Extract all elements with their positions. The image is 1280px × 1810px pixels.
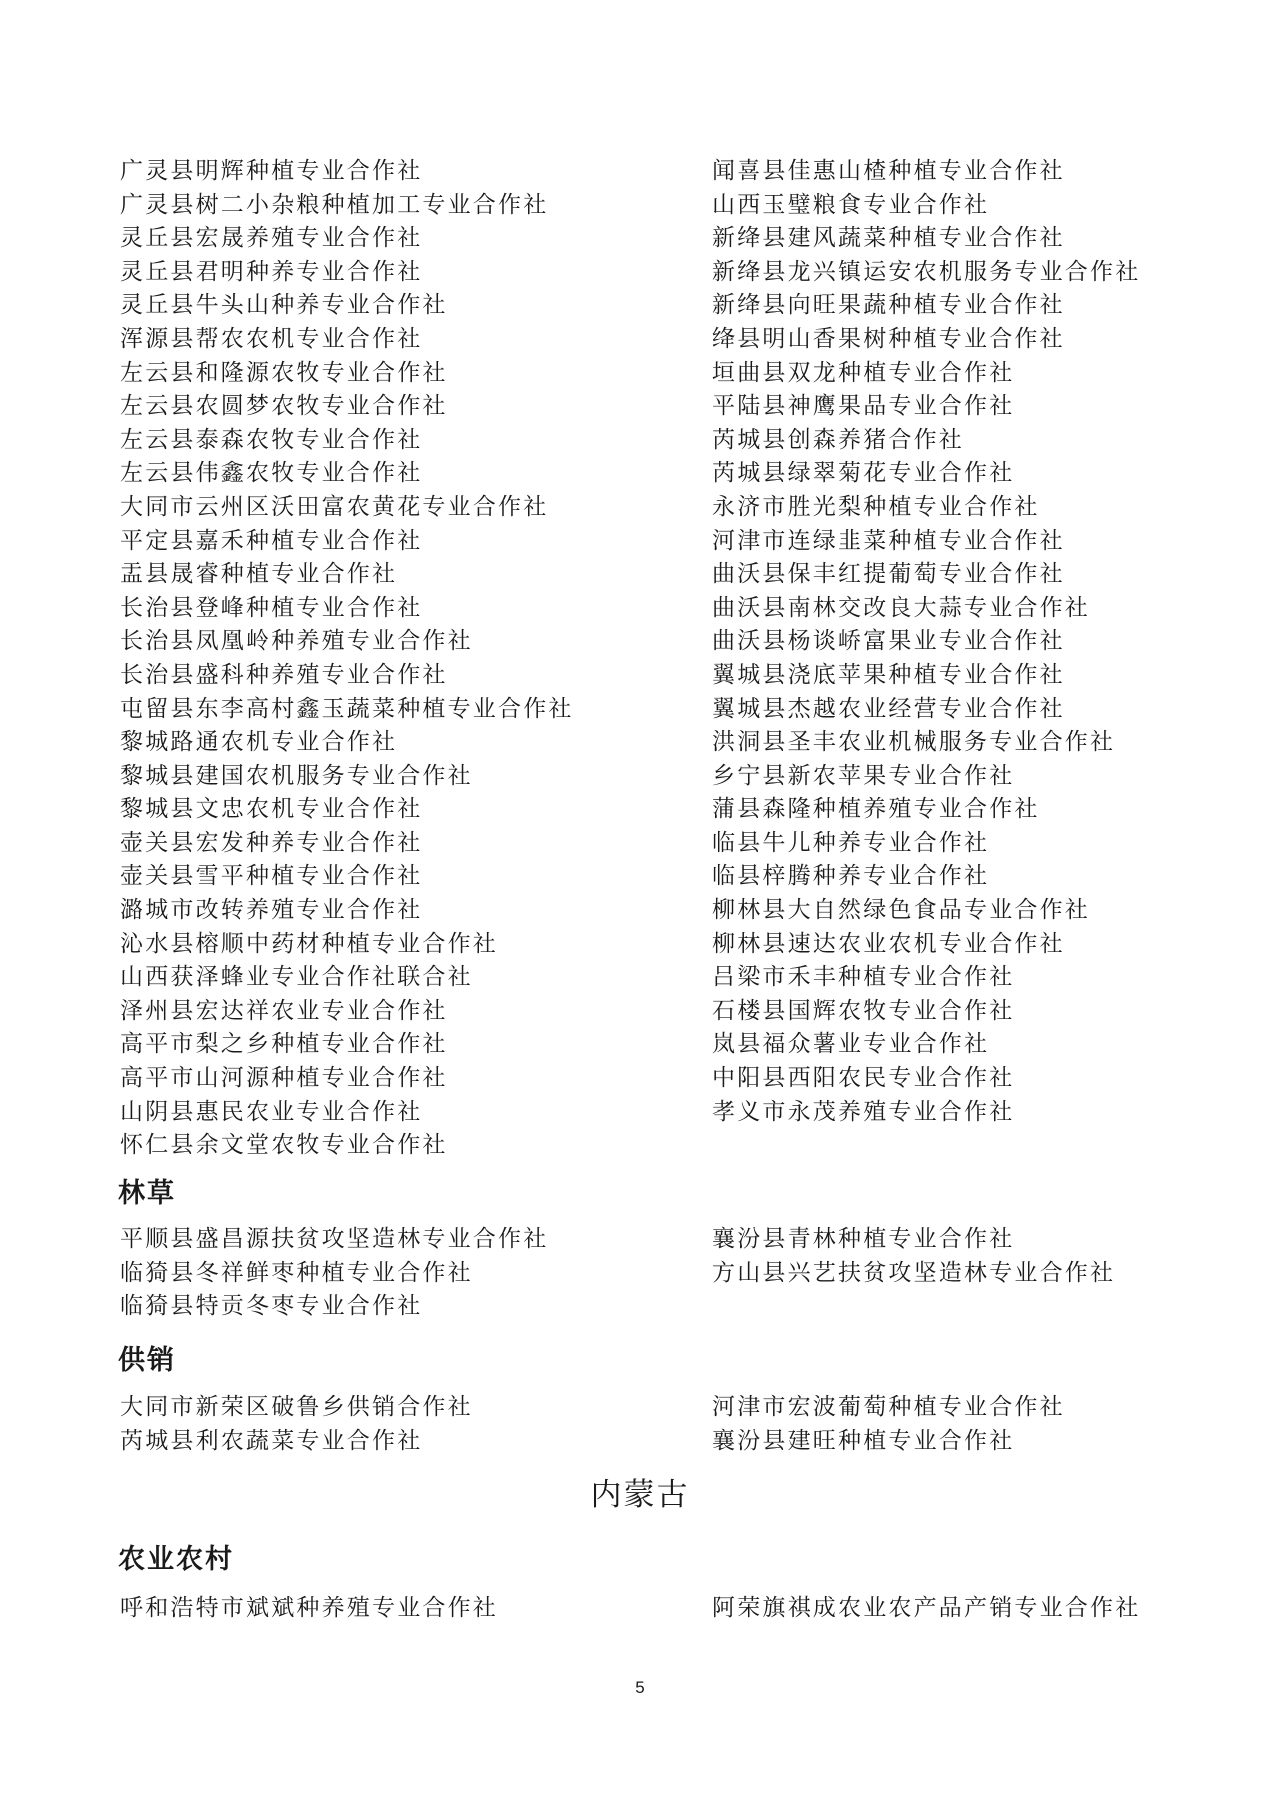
cooperative-name: 广灵县树二小杂粮种植加工专业合作社	[120, 191, 549, 218]
cooperative-name: 高平市梨之乡种植专业合作社	[120, 1031, 448, 1058]
cooperative-name: 芮城县创森养猪合作社	[712, 426, 964, 453]
list-row	[120, 860, 1180, 894]
list-row	[120, 625, 1180, 659]
list-row	[120, 1096, 1180, 1130]
cooperative-name: 阿荣旗祺成农业农产品产销专业合作社	[712, 1595, 1141, 1621]
cooperative-name: 芮城县利农蔬菜专业合作社	[120, 1427, 423, 1454]
list-row	[120, 457, 1180, 491]
list-row	[120, 995, 1180, 1029]
cooperative-name: 石楼县国辉农牧专业合作社	[712, 997, 1015, 1024]
cooperative-name: 闻喜县佳惠山楂种植专业合作社	[712, 158, 1065, 184]
cooperative-name: 左云县伟鑫农牧专业合作社	[120, 460, 423, 487]
cooperative-name: 黎城县建国农机服务专业合作社	[120, 762, 473, 789]
cooperative-name: 翼城县杰越农业经营专业合作社	[712, 695, 1065, 722]
cooperative-name: 大同市新荣区破鲁乡供销合作社	[120, 1394, 473, 1420]
list-row	[120, 928, 1180, 962]
cooperative-name: 平陆县神鹰果品专业合作社	[712, 393, 1015, 420]
list-row	[120, 222, 1180, 256]
cooperative-name: 长治县登峰种植专业合作社	[120, 594, 423, 621]
cooperative-name: 临猗县特贡冬枣专业合作社	[120, 1293, 423, 1320]
cooperative-name: 蒲县森隆种植养殖专业合作社	[712, 796, 1040, 823]
list-row	[120, 289, 1180, 323]
cooperative-name: 泽州县宏达祥农业专业合作社	[120, 997, 448, 1024]
list-row	[120, 726, 1180, 760]
list-row	[120, 155, 1180, 189]
cooperative-name: 临县梓腾种养专业合作社	[712, 863, 990, 890]
list-row	[120, 1028, 1180, 1062]
cooperative-name: 广灵县明辉种植专业合作社	[120, 158, 423, 184]
region-title: 内蒙古	[590, 1477, 690, 1513]
cooperative-name: 山西玉璧粮食专业合作社	[712, 191, 990, 218]
list-row	[120, 1062, 1180, 1096]
cooperative-name: 襄汾县建旺种植专业合作社	[712, 1427, 1015, 1454]
cooperative-list-forestry	[120, 1223, 1180, 1324]
cooperative-name: 河津市宏波葡萄种植专业合作社	[712, 1394, 1065, 1420]
list-row	[120, 491, 1180, 525]
list-row	[120, 525, 1180, 559]
list-row	[120, 693, 1180, 727]
cooperative-name: 新绛县向旺果蔬种植专业合作社	[712, 292, 1065, 319]
cooperative-name: 屯留县东李高村鑫玉蔬菜种植专业合作社	[120, 695, 574, 722]
cooperative-name: 长治县盛科种养殖专业合作社	[120, 661, 448, 688]
cooperative-name: 黎城县文忠农机专业合作社	[120, 796, 423, 823]
cooperative-name: 潞城市改转养殖专业合作社	[120, 897, 423, 924]
cooperative-name: 盂县晟睿种植专业合作社	[120, 561, 398, 588]
cooperative-name: 孝义市永茂养殖专业合作社	[712, 1098, 1015, 1125]
cooperative-name: 襄汾县青林种植专业合作社	[712, 1226, 1015, 1252]
cooperative-name: 临猗县冬祥鲜枣种植专业合作社	[120, 1259, 473, 1286]
cooperative-name: 山西获泽蜂业专业合作社联合社	[120, 964, 473, 991]
cooperative-name: 呼和浩特市斌斌种养殖专业合作社	[120, 1595, 498, 1621]
cooperative-name: 大同市云州区沃田富农黄花专业合作社	[120, 493, 549, 520]
cooperative-name: 临县牛儿种养专业合作社	[712, 829, 990, 856]
cooperative-list-agriculture	[120, 155, 1180, 1163]
cooperative-name: 长治县凤凰岭种养殖专业合作社	[120, 628, 473, 655]
cooperative-name	[712, 1290, 1180, 1324]
cooperative-name: 壶关县雪平种植专业合作社	[120, 863, 423, 890]
cooperative-name: 永济市胜光梨种植专业合作社	[712, 493, 1040, 520]
list-row	[120, 1425, 1180, 1459]
list-row	[120, 1290, 1180, 1324]
cooperative-name: 曲沃县杨谈峤富果业专业合作社	[712, 628, 1065, 655]
cooperative-name	[712, 1129, 1180, 1163]
cooperative-name: 翼城县浇底苹果种植专业合作社	[712, 661, 1065, 688]
list-row	[120, 357, 1180, 391]
cooperative-name: 左云县农圆梦农牧专业合作社	[120, 393, 448, 420]
cooperative-name: 吕梁市禾丰种植专业合作社	[712, 964, 1015, 991]
list-row	[120, 323, 1180, 357]
cooperative-name: 平定县嘉禾种植专业合作社	[120, 527, 423, 554]
cooperative-name: 浑源县帮农农机专业合作社	[120, 325, 423, 352]
cooperative-name: 柳林县速达农业农机专业合作社	[712, 930, 1065, 957]
cooperative-name: 芮城县绿翠菊花专业合作社	[712, 460, 1015, 487]
list-row	[120, 189, 1180, 223]
cooperative-name: 绛县明山香果树种植专业合作社	[712, 325, 1065, 352]
cooperative-name: 中阳县西阳农民专业合作社	[712, 1065, 1015, 1092]
list-row	[120, 827, 1180, 861]
cooperative-name: 左云县和隆源农牧专业合作社	[120, 359, 448, 386]
list-row	[120, 1592, 1180, 1626]
list-row	[120, 1129, 1180, 1163]
cooperative-name: 灵丘县宏晟养殖专业合作社	[120, 225, 423, 252]
cooperative-list-agriculture-rural	[120, 1592, 1180, 1626]
list-row	[120, 1223, 1180, 1257]
cooperative-list-supply-marketing	[120, 1391, 1180, 1458]
cooperative-name: 平顺县盛昌源扶贫攻坚造林专业合作社	[120, 1226, 549, 1252]
list-row	[120, 1391, 1180, 1425]
cooperative-name: 沁水县榕顺中药材种植专业合作社	[120, 930, 498, 957]
section-title-agriculture-rural: 农业农村	[118, 1544, 234, 1575]
list-row	[120, 1257, 1180, 1291]
cooperative-name: 左云县泰森农牧专业合作社	[120, 426, 423, 453]
cooperative-name: 柳林县大自然绿色食品专业合作社	[712, 897, 1090, 924]
cooperative-name: 垣曲县双龙种植专业合作社	[712, 359, 1015, 386]
page-number: 5	[635, 1678, 645, 1697]
cooperative-name: 灵丘县君明种养专业合作社	[120, 258, 423, 285]
cooperative-name: 山阴县惠民农业专业合作社	[120, 1098, 423, 1125]
list-row	[120, 256, 1180, 290]
list-row	[120, 961, 1180, 995]
cooperative-name: 新绛县建风蔬菜种植专业合作社	[712, 225, 1065, 252]
cooperative-name: 灵丘县牛头山种养专业合作社	[120, 292, 448, 319]
list-row	[120, 760, 1180, 794]
cooperative-name: 洪洞县圣丰农业机械服务专业合作社	[712, 729, 1116, 756]
cooperative-name: 乡宁县新农苹果专业合作社	[712, 762, 1015, 789]
cooperative-name: 河津市连绿韭菜种植专业合作社	[712, 527, 1065, 554]
cooperative-name: 方山县兴艺扶贫攻坚造林专业合作社	[712, 1259, 1116, 1286]
cooperative-name: 新绛县龙兴镇运安农机服务专业合作社	[712, 258, 1141, 285]
list-row	[120, 793, 1180, 827]
cooperative-name: 怀仁县余文堂农牧专业合作社	[120, 1132, 448, 1159]
cooperative-name: 黎城路通农机专业合作社	[120, 729, 398, 756]
list-row	[120, 592, 1180, 626]
list-row	[120, 894, 1180, 928]
cooperative-name: 壶关县宏发种养专业合作社	[120, 829, 423, 856]
list-row	[120, 424, 1180, 458]
section-title-forestry: 林草	[118, 1178, 176, 1209]
section-title-supply-marketing: 供销	[118, 1345, 176, 1376]
cooperative-name: 岚县福众薯业专业合作社	[712, 1031, 990, 1058]
list-row	[120, 390, 1180, 424]
cooperative-name: 曲沃县保丰红提葡萄专业合作社	[712, 561, 1065, 588]
cooperative-name: 高平市山河源种植专业合作社	[120, 1065, 448, 1092]
list-row	[120, 558, 1180, 592]
cooperative-name: 曲沃县南林交改良大蒜专业合作社	[712, 594, 1090, 621]
list-row	[120, 659, 1180, 693]
